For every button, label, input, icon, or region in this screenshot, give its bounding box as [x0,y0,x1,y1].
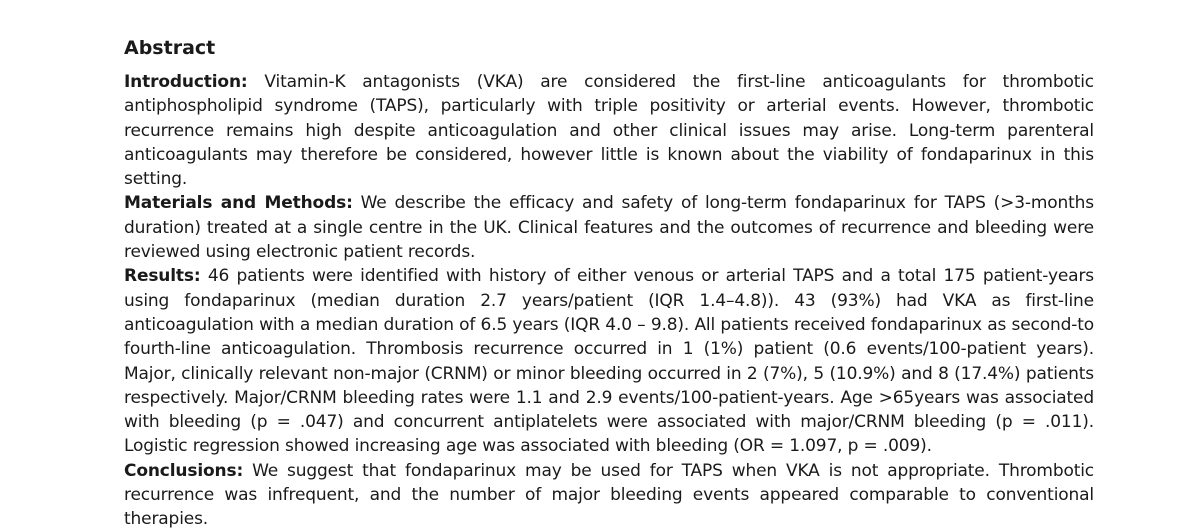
conclusions-label: Conclusions: [124,460,244,481]
abstract-body [124,70,1094,532]
conclusions-paragraph [124,459,1094,532]
results-label: Results: [124,266,201,287]
introduction-paragraph [124,70,1094,191]
introduction-text: Vitamin-K antagonists (VKA) are considered the first-line anticoagulants for thrombotic antiphospholipid syndrome (TAPS), particularly with triple positivity or arterial events. However, thrombotic recurrence remains high despite anticoagulation and other clinical issues may arise. Long-term parenteral anticoagulants may therefore be considered, however little is known about the viability of fondaparinux in this setting. [124,72,1094,190]
results-paragraph [124,264,1094,458]
abstract-heading: Abstract [124,37,216,59]
methods-text: We describe the efficacy and safety of long-term fondaparinux for TAPS (>3-months duration) treated at a single centre in the UK. Clinical features and the outcomes of recurrence and bleeding were reviewed using electronic patient records. [124,193,1094,263]
methods-label: Materials and Methods: [124,193,353,214]
introduction-label: Introduction: [124,72,248,92]
methods-paragraph [124,191,1094,264]
conclusions-text: We suggest that fondaparinux may be used for TAPS when VKA is not appropriate. Thrombotic recurrence was infrequent, and the number of major bleeding events appeared comparable to conventional therapies. [124,460,1094,530]
results-text: 46 patients were identified with history of either venous or arterial TAPS and a total 175 patient-years using fondaparinux (median duration 2.7 years/patient (IQR 1.4–4.8)). 43 (93%) had VKA as first-line anticoagulation with a median duration of 6.5 years (IQR 4.0 – 9.8). All patients received fondaparinux as second-to fourth-line anticoagulation. Thrombosis recurrence occurred in 1 (1%) patient (0.6 events/100-patient years). Major, clinically relevant non-major (CRNM) or minor bleeding occurred in 2 (7%), 5 (10.9%) and 8 (17.4%) patients respectively. Major/CRNM bleeding rates were 1.1 and 2.9 events/100-patient-years. Age >65years was associated with bleeding (p = .047) and concurrent antiplatelets were associated with major/CRNM bleeding (p = .011). Logistic regression showed increasing age was associated with bleeding (OR = 1.097, p = .009). [124,266,1094,457]
